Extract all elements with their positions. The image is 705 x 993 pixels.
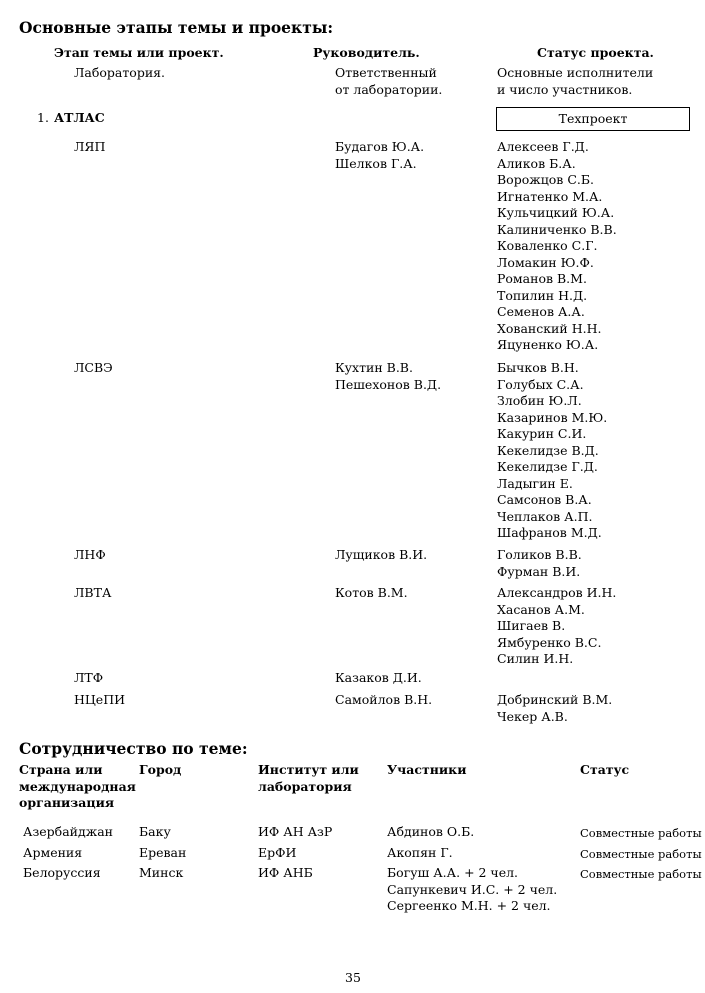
- member: Ямбуренко В.С.: [497, 634, 602, 650]
- header-country-line: международная: [19, 778, 136, 794]
- lab-members: [497, 360, 607, 542]
- coop-status: Совместные работы: [580, 867, 702, 881]
- member: Александров И.Н.: [497, 585, 617, 600]
- coop-country: Белоруссия: [23, 865, 101, 880]
- coop-participant: Богуш А.А. + 2 чел.: [387, 865, 519, 880]
- leader: Пешехонов В.Д.: [335, 376, 442, 392]
- member: Казаринов М.Ю.: [497, 409, 608, 425]
- member: Калиниченко В.В.: [497, 221, 617, 237]
- leader: Самойлов В.Н.: [335, 692, 433, 707]
- header-status: Статус проекта.: [537, 45, 654, 60]
- header-status-sub2: и число участников.: [497, 82, 633, 97]
- lab-members: [497, 585, 616, 668]
- coop-institute: ЕрФИ: [258, 845, 297, 860]
- header-institute-line: Институт или: [258, 762, 359, 777]
- member: Шигаев В.: [497, 618, 566, 633]
- lab-name: ЛНФ: [74, 547, 106, 562]
- header-participants: Участники: [387, 762, 467, 777]
- project-name: АТЛАС: [54, 110, 105, 125]
- leader: Шелков Г.А.: [335, 155, 417, 171]
- header-stage-sub: Лаборатория.: [74, 65, 166, 80]
- coop-status: Совместные работы: [580, 847, 702, 861]
- header-stage: Этап темы или проект.: [54, 45, 224, 60]
- leader: Казаков Д.И.: [335, 670, 422, 685]
- coop-participant: Сапункевич И.С. + 2 чел.: [387, 881, 558, 897]
- lab-name: ЛСВЭ: [74, 360, 113, 375]
- member: Добринский В.М.: [497, 692, 613, 707]
- member: Коваленко С.Г.: [497, 238, 598, 253]
- coop-city: Баку: [139, 824, 171, 839]
- leader: Лущиков В.И.: [335, 547, 428, 562]
- header-leader-sub2: от лаборатории.: [335, 82, 443, 97]
- member: Ворожцов С.Б.: [497, 172, 595, 187]
- header-institute-line: лаборатория: [258, 778, 352, 794]
- coop-participants: [387, 865, 557, 915]
- section-title-cooperation: Сотрудничество по теме:: [19, 739, 248, 758]
- member: Самсонов В.А.: [497, 492, 592, 507]
- lab-name: ЛВТА: [74, 585, 112, 600]
- member: Романов В.М.: [497, 271, 587, 286]
- header-status-sub1: Основные исполнители: [497, 65, 654, 80]
- lab-members: [497, 547, 582, 580]
- member: Голиков В.В.: [497, 547, 582, 562]
- coop-country: Армения: [23, 845, 83, 860]
- coop-city: Ереван: [139, 845, 187, 860]
- member: Топилин Н.Д.: [497, 287, 588, 303]
- member: Фурман В.И.: [497, 563, 581, 579]
- coop-participant: Сергеенко М.Н. + 2 чел.: [387, 898, 551, 913]
- member: Кекелидзе В.Д.: [497, 442, 599, 458]
- lab-leaders: [335, 692, 432, 709]
- member: Кульчицкий Ю.А.: [497, 205, 615, 220]
- header-institute: [258, 762, 359, 795]
- lab-name: НЦеПИ: [74, 692, 126, 707]
- member: Шафранов М.Д.: [497, 525, 602, 540]
- coop-institute: ИФ АНБ: [258, 865, 313, 880]
- member: Алексеев Г.Д.: [497, 139, 589, 154]
- coop-participant: Абдинов О.Б.: [387, 824, 475, 839]
- member: Яцуненко Ю.А.: [497, 337, 599, 352]
- coop-institute: ИФ АН АзР: [258, 824, 333, 839]
- header-city: Город: [139, 762, 182, 777]
- member: Бычков В.Н.: [497, 360, 579, 375]
- lab-members: [497, 139, 617, 354]
- project-status-box: Техпроект: [496, 107, 690, 131]
- page-number: 35: [345, 970, 361, 985]
- member: Хасанов А.М.: [497, 601, 585, 617]
- coop-country: Азербайджан: [23, 824, 113, 839]
- member: Чекер А.В.: [497, 708, 568, 724]
- member: Злобин Ю.Л.: [497, 393, 582, 408]
- lab-leaders: [335, 670, 422, 687]
- lab-members: [497, 692, 612, 725]
- member: Кекелидзе Г.Д.: [497, 459, 598, 474]
- member: Силин И.Н.: [497, 651, 574, 666]
- member: Семенов А.А.: [497, 304, 585, 319]
- member: Аликов Б.А.: [497, 155, 576, 171]
- header-leader-sub1: Ответственный: [335, 65, 437, 80]
- lab-leaders: [335, 139, 424, 172]
- lab-name: ЛТФ: [74, 670, 104, 685]
- header-country-line: организация: [19, 795, 115, 810]
- header-leader: Руководитель.: [313, 45, 420, 60]
- section-title-stages: Основные этапы темы и проекты:: [19, 18, 334, 37]
- coop-status: Совместные работы: [580, 826, 702, 840]
- project-number: 1.: [37, 110, 49, 125]
- lab-leaders: [335, 360, 441, 393]
- member: Ладыгин Е.: [497, 475, 573, 491]
- leader: Кухтин В.В.: [335, 360, 413, 375]
- leader: Будагов Ю.А.: [335, 139, 425, 154]
- member: Чеплаков А.П.: [497, 508, 593, 524]
- member: Голубых С.А.: [497, 376, 584, 392]
- member: Какурин С.И.: [497, 426, 587, 441]
- leader: Котов В.М.: [335, 585, 408, 600]
- lab-leaders: [335, 547, 427, 564]
- lab-name: ЛЯП: [74, 139, 106, 154]
- header-country-line: Страна или: [19, 762, 103, 777]
- header-coop-status: Статус: [580, 762, 630, 777]
- lab-leaders: [335, 585, 408, 602]
- member: Ломакин Ю.Ф.: [497, 254, 594, 270]
- coop-city: Минск: [139, 865, 184, 880]
- header-country: [19, 762, 136, 812]
- member: Игнатенко М.А.: [497, 188, 603, 204]
- coop-participant: Акопян Г.: [387, 845, 453, 860]
- member: Хованский Н.Н.: [497, 320, 602, 336]
